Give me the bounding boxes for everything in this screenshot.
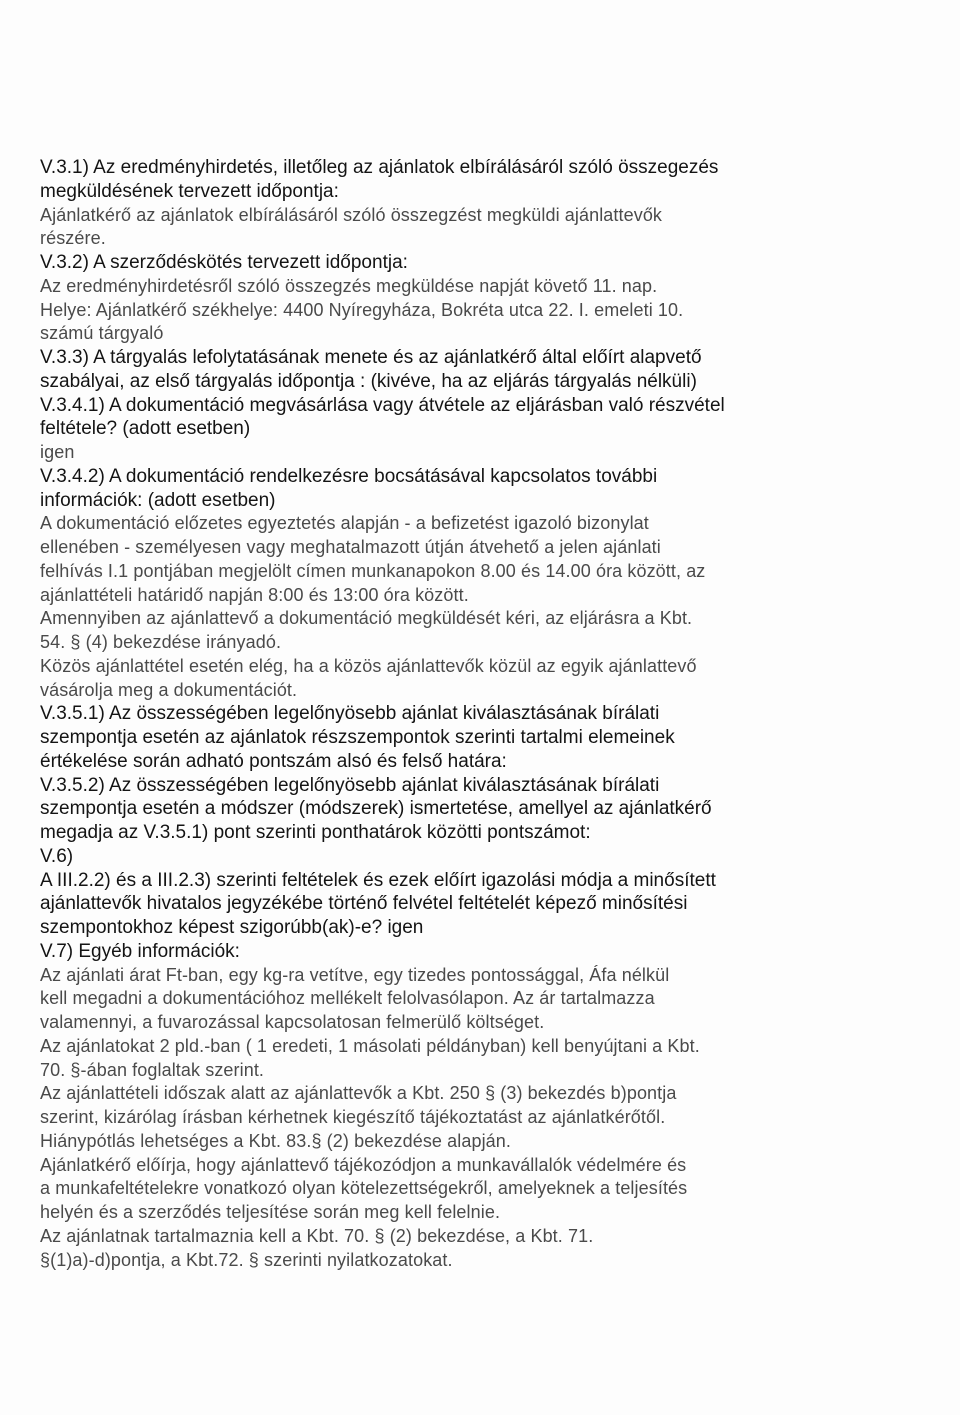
body-line: §(1)a)-d)pontja, a Kbt.72. § szerinti nyilatkozatokat. (40, 1249, 453, 1270)
body-line: felhívás I.1 pontjában megjelölt címen munkanapokon 8.00 és 14.00 óra között, az (40, 560, 706, 581)
section-line: feltétele? (adott esetben) (40, 418, 251, 440)
body-line: Közös ajánlattétel esetén elég, ha a közös ajánlattevők közül az egyik ajánlattevő (40, 655, 697, 676)
document-body (40, 156, 930, 1272)
body-line: vásárolja meg a dokumentációt. (40, 679, 298, 700)
body-line: igen (40, 442, 75, 462)
body-line: Helye: Ajánlatkérő székhelye: 4400 Nyíregyháza, Bokréta utca 22. I. emeleti 10. (40, 299, 684, 320)
section-line: V.3.2) A szerződéskötés tervezett időpontja: (40, 252, 408, 273)
section-line: megadja az V.3.5.1) pont szerinti ponthatárok közötti pontszámot: (40, 822, 591, 843)
section-line: V.3.5.1) Az összességében legelőnyösebb ajánlat kiválasztásának bírálati (40, 703, 660, 725)
section-line: V.6) (40, 845, 74, 867)
section-line: szempontokhoz képest szigorúbb(ak)-e? igen (40, 917, 424, 938)
body-line: Ajánlatkérő az ajánlatok elbírálásáról szóló összegzést megküldi ajánlattevők (40, 204, 663, 225)
body-line: ellenében - személyesen vagy meghatalmazott útján átvehető a jelen ajánlati (40, 537, 661, 557)
body-line: kell megadni a dokumentációhoz mellékelt felolvasólapon. Az ár tartalmazza (40, 988, 655, 1009)
body-line: Ajánlatkérő előírja, hogy ajánlattevő tájékozódjon a munkavállalók védelmére és (40, 1154, 687, 1175)
body-line: Az eredményhirdetésről szóló összegzés megküldése napját követő 11. nap. (40, 275, 658, 296)
body-line: Az ajánlatnak tartalmaznia kell a Kbt. 70. § (2) bekezdése, a Kbt. 71. (40, 1225, 594, 1246)
body-line: valamennyi, a fuvarozással kapcsolatosan felmerülő költséget. (40, 1012, 545, 1032)
body-line: számú tárgyaló (40, 323, 164, 344)
section-line: V.7) Egyéb információk: (40, 940, 240, 962)
body-line: a munkafeltételekre vonatkozó olyan kötelezettségekről, amelyeknek a teljesítés (40, 1178, 688, 1199)
section-line: szempontja esetén a módszer (módszerek) ismertetése, amellyel az ajánlatkérő (40, 798, 712, 820)
section-line: V.3.1) Az eredményhirdetés, illetőleg az ajánlatok elbírálásáról szóló összegezés (40, 157, 719, 178)
body-line: 54. § (4) bekezdése irányadó. (40, 632, 282, 652)
section-line: információk: (adott esetben) (40, 489, 276, 511)
section-line: V.3.4.1) A dokumentáció megvásárlása vagy átvétele az eljárásban való részvétel (40, 394, 725, 416)
body-line: ajánlattételi határidő napján 8:00 és 13:00 óra között. (40, 584, 469, 605)
body-line: A dokumentáció előzetes egyeztetés alapján - a befizetést igazoló bizonylat (40, 513, 649, 534)
body-line: részére. (40, 228, 106, 249)
body-line: Az ajánlattételi időszak alatt az ajánlattevők a Kbt. 250 § (3) bekezdés b)pontja (40, 1083, 677, 1104)
body-line: Hiánypótlás lehetséges a Kbt. 83.§ (2) bekezdése alapján. (40, 1130, 512, 1151)
body-line: Amennyiben az ajánlattevő a dokumentáció megküldését kéri, az eljárásra a Kbt. (40, 608, 693, 629)
body-line: 70. §-ában foglaltak szerint. (40, 1059, 265, 1080)
body-line: szerint, kizárólag írásban kérhetnek kiegészítő tájékoztatást az ajánlatkérőtől. (40, 1107, 666, 1127)
body-line: Az ajánlati árat Ft-ban, egy kg-ra vetítve, egy tizedes pontossággal, Áfa nélkül (40, 964, 670, 985)
section-line: V.3.5.2) Az összességében legelőnyösebb ajánlat kiválasztásának bírálati (40, 774, 660, 796)
section-line: értékelése során adható pontszám alsó és felső határa: (40, 750, 507, 772)
body-line: Az ajánlatokat 2 pld.-ban ( 1 eredeti, 1 másolati példányban) kell benyújtani a Kbt. (40, 1035, 700, 1056)
section-line: szempontja esetén az ajánlatok részszempontok szerinti tartalmi elemeinek (40, 727, 675, 748)
section-line: megküldésének tervezett időpontja: (40, 180, 339, 202)
section-line: ajánlattevők hivatalos jegyzékébe történő felvétel feltételét képező minősítési (40, 893, 688, 915)
section-line: A III.2.2) és a III.2.3) szerinti feltételek és ezek előírt igazolási módja a minősített (40, 869, 716, 891)
body-line: helyén és a szerződés teljesítése során meg kell felelnie. (40, 1202, 501, 1222)
section-line: szabályai, az első tárgyalás időpontja : (kivéve, ha az eljárás tárgyalás nélküli) (40, 370, 697, 392)
section-line: V.3.3) A tárgyalás lefolytatásának menete és az ajánlatkérő által előírt alapvető (40, 347, 702, 368)
section-line: V.3.4.2) A dokumentáció rendelkezésre bocsátásával kapcsolatos további (40, 465, 658, 487)
